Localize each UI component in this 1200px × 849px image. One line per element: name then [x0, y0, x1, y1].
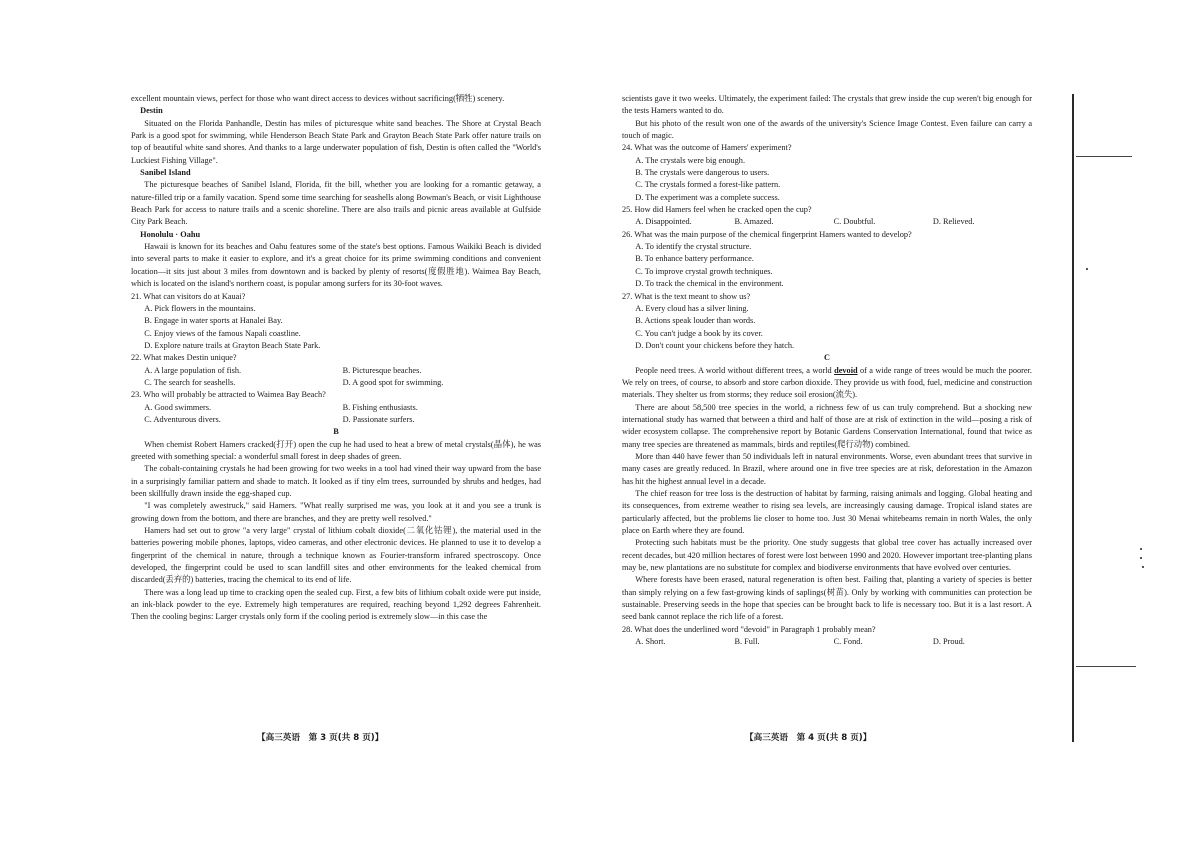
section-label-b: B	[333, 427, 339, 437]
option: D. Don't count your chickens before they hatch.	[635, 340, 795, 350]
paragraph: Hamers had set out to grow "a very large" crystal of lithium cobalt dioxide(二氧化钴锂), the material used in the batteries powering mobile phones, laptops, video cameras, and other electronic devices. He planned to use it to develop a fingerprint of the chemical in nature, through a technique known as Fourier-transform infrared spectroscopy. Once developed, the fingerprint could be used to scan landfill sites and other environments for the leaked chemical from discarded(丢弃的) batteries, tracing the chemical to its end of life.	[131, 526, 541, 585]
question-28: 28. What does the underlined word "devoid" in Paragraph 1 probably mean?	[622, 624, 876, 634]
option-row	[622, 636, 1032, 648]
paragraph: But his photo of the result won one of the awards of the university's Science Image Contest. Even failure can carry a touch of magic.	[622, 118, 1032, 141]
option: A. Short.	[635, 637, 666, 647]
paragraph: Protecting such habitats must be the priority. One study suggests that global tree cover has actually increased over recent decades, but 420 million hectares of forest were lost between 1990 and 2020. However important tree-planting plans may be, new plantations are no substitute for complex and biodiverse environments that have evolved over centuries.	[622, 538, 1032, 573]
question-25: 25. How did Hamers feel when he cracked open the cup?	[622, 205, 812, 215]
option: A. A large population of fish.	[144, 365, 242, 375]
option-row	[131, 402, 541, 414]
section-label-c: C	[824, 353, 830, 363]
option: C. The search for seashells.	[144, 377, 236, 387]
question-27: 27. What is the text meant to show us?	[622, 291, 751, 301]
option: A. The crystals were big enough.	[635, 155, 746, 165]
option: B. Picturesque beaches.	[342, 365, 422, 375]
paragraph: excellent mountain views, perfect for those who want direct access to devices without sacrificing(牺牲) scenery.	[131, 94, 505, 103]
option: A. To identify the crystal structure.	[635, 242, 752, 252]
option: D. The experiment was a complete success.	[635, 192, 780, 202]
option: C. Doubtful.	[833, 217, 876, 227]
option: A. Disappointed.	[635, 217, 692, 227]
paragraph: scientists gave it two weeks. Ultimately, the experiment failed: The crystals that grew inside the cup weren't big enough for the tests Hamers wanted to do.	[622, 94, 1032, 116]
option: C. Enjoy views of the famous Napali coastline.	[144, 328, 301, 338]
option: B. To enhance battery performance.	[635, 254, 754, 264]
option: D. Explore nature trails at Grayton Beach State Park.	[144, 340, 321, 350]
option: D. Passionate surfers.	[342, 414, 415, 424]
question-26: 26. What was the main purpose of the chemical fingerprint Hamers wanted to develop?	[622, 229, 912, 239]
option: B. Fishing enthusiasts.	[342, 402, 418, 412]
margin-dot	[1086, 268, 1088, 270]
option: D. To track the chemical in the environment.	[635, 279, 784, 289]
right-page-column	[622, 93, 1032, 648]
option: B. Full.	[734, 637, 760, 647]
option: C. Adventurous divers.	[144, 414, 221, 424]
section-heading: Sanibel Island	[140, 168, 191, 178]
option: D. Relieved.	[932, 217, 975, 227]
paragraph: "I was completely awestruck," said Hamers. "What really surprised me was, you look at it and you see a trunk is growing down from the bottom, and there are branches, and they are pretty well resolved."	[131, 501, 541, 523]
margin-mark	[1076, 666, 1136, 667]
paragraph	[622, 365, 1032, 402]
margin-mark	[1076, 156, 1132, 157]
paragraph: The picturesque beaches of Sanibel Island, Florida, fit the bill, whether you are looking for a romantic getaway, a nature-filled trip or a family vacation. Spend some time searching for seashells along Bowman's Beach, or visit Lighthouse Beach Park for access to nature trails and a scenic shoreline. There are also trails and picnic areas available at Gulfside City Park Beach.	[131, 180, 541, 227]
option-row	[131, 414, 541, 426]
paragraph: There are about 58,500 tree species in the world, a richness few of us can truly comprehend. But a shocking new international study has warned that between a third and half of those are at risk of extinction in the wild—posing a risk of wider ecosystem collapse. The comprehensive report by Botanic Gardens Conservation International, found that twice as many tree species are threatened as mammals, birds and reptiles(爬行动物) combined.	[622, 402, 1032, 449]
option: A. Every cloud has a silver lining.	[635, 303, 749, 313]
paragraph: Hawaii is known for its beaches and Oahu features some of the state's best options. Famous Waikiki Beach is divided into several parts to make it easier to explore, and it's a great choice for its prime swimming conditions and convenient location—it sits just about 3 miles from downtown and is backed by plenty of resorts(度假胜地). Waimea Bay Beach, which is located on the island's northern coast, is popular among surfers for its 30-foot waves.	[131, 242, 541, 289]
left-page-column	[131, 93, 541, 624]
underlined-word: devoid	[834, 365, 858, 375]
text-run: of a wide range of trees would be much the poorer. We rely on trees, of course, to absorb and store carbon dioxide. They provide us with food, fuel, medicine and construction materials. They shelter us from storms; they reduce soil erosion(流失).	[622, 365, 1032, 400]
question-24: 24. What was the outcome of Hamers' experiment?	[622, 143, 792, 153]
margin-dot	[1140, 557, 1142, 559]
paragraph: Where forests have been erased, natural regeneration is often best. Failing that, planting a variety of species is better than simply relying on a few fast-growing kinds of saplings(树苗). Only by working with communities can protection be sustainable. Preserving seeds in the hope that species can be brought back to life is necessary too. But it is a last resort. A seed bank cannot replace the rich life of a forest.	[622, 575, 1032, 622]
option: A. Good swimmers.	[144, 402, 212, 412]
binding-margin-line	[1072, 94, 1074, 742]
option: D. Proud.	[932, 637, 965, 647]
option-row	[131, 365, 541, 377]
option: A. Pick flowers in the mountains.	[144, 303, 256, 313]
question-22: 22. What makes Destin unique?	[131, 353, 237, 363]
paragraph: Situated on the Florida Panhandle, Destin has miles of picturesque white sand beaches. The Shore at Crystal Beach Park is a good spot for swimming, while Henderson Beach State Park and Grayton Beach State Park offer nature trails on top of beautiful white sand shores. And thanks to a large underwater population of fish, Destin is often called the "World's Luckiest Fishing Village".	[131, 118, 541, 165]
option: B. Engage in water sports at Hanalei Bay.	[144, 316, 283, 326]
option-row	[622, 216, 1032, 228]
paragraph: When chemist Robert Hamers cracked(打开) open the cup he had used to heat a brew of metal crystals(晶体), he was greeted with something special: a wonderful small forest in deep shades of green.	[131, 439, 541, 461]
margin-dot	[1140, 548, 1142, 550]
margin-dot	[1142, 566, 1144, 568]
text-run: People need trees. A world without different trees, a world	[635, 365, 835, 375]
option: B. Actions speak louder than words.	[635, 316, 756, 326]
page-footer-right: 【高三英语 第 4 页(共 8 页)】	[745, 733, 872, 743]
option: C. To improve crystal growth techniques.	[635, 266, 773, 276]
option: B. Amazed.	[734, 217, 774, 227]
paragraph: There was a long lead up time to cracking open the sealed cup. First, a few bits of lithium cobalt oxide were put inside, an ink-black powder to the eye. Extremely high temperatures are required, reaching beyond 1,292 degrees Fahrenheit. Then the cooling begins: Larger crystals only form if the cooling period is extremely slow—in this case the	[131, 587, 541, 622]
option: C. Fond.	[833, 637, 863, 647]
section-heading: Destin	[140, 106, 163, 116]
question-21: 21. What can visitors do at Kauai?	[131, 291, 246, 301]
option: C. You can't judge a book by its cover.	[635, 328, 763, 338]
paragraph: The cobalt-containing crystals he had been growing for two weeks in a tool had vined their way upward from the base in a surprisingly familiar pattern and shade to match. It looked as if tiny elm trees, surrounded by shrubs and hedges, had been skillfully drawn inside the egg-shaped cup.	[131, 464, 541, 498]
paragraph: More than 440 have fewer than 50 individuals left in natural environments. Worse, even abundant trees that survive in many cases are greatly reduced. In Brazil, where around one in five tree species are at risk, deforestation in the Amazon has hit the highest annual level in a decade.	[622, 451, 1032, 486]
section-heading: Honolulu · Oahu	[140, 229, 201, 239]
paragraph: The chief reason for tree loss is the destruction of habitat by farming, raising animals and logging. Global heating and its consequences, from extreme weather to rising sea levels, are increasingly causing damage. Tropical island states are particularly affected, but the problems lie closer to home too. Just 30 Menai whitebeams remain in north Wales, the only place on Earth where they are found.	[622, 489, 1032, 536]
page-footer-left: 【高三英语 第 3 页(共 8 页)】	[257, 733, 384, 743]
option: C. The crystals formed a forest-like pattern.	[635, 180, 781, 190]
option-row	[131, 377, 541, 389]
question-23: 23. Who will probably be attracted to Waimea Bay Beach?	[131, 390, 326, 400]
option: B. The crystals were dangerous to users.	[635, 168, 770, 178]
option: D. A good spot for swimming.	[342, 377, 444, 387]
